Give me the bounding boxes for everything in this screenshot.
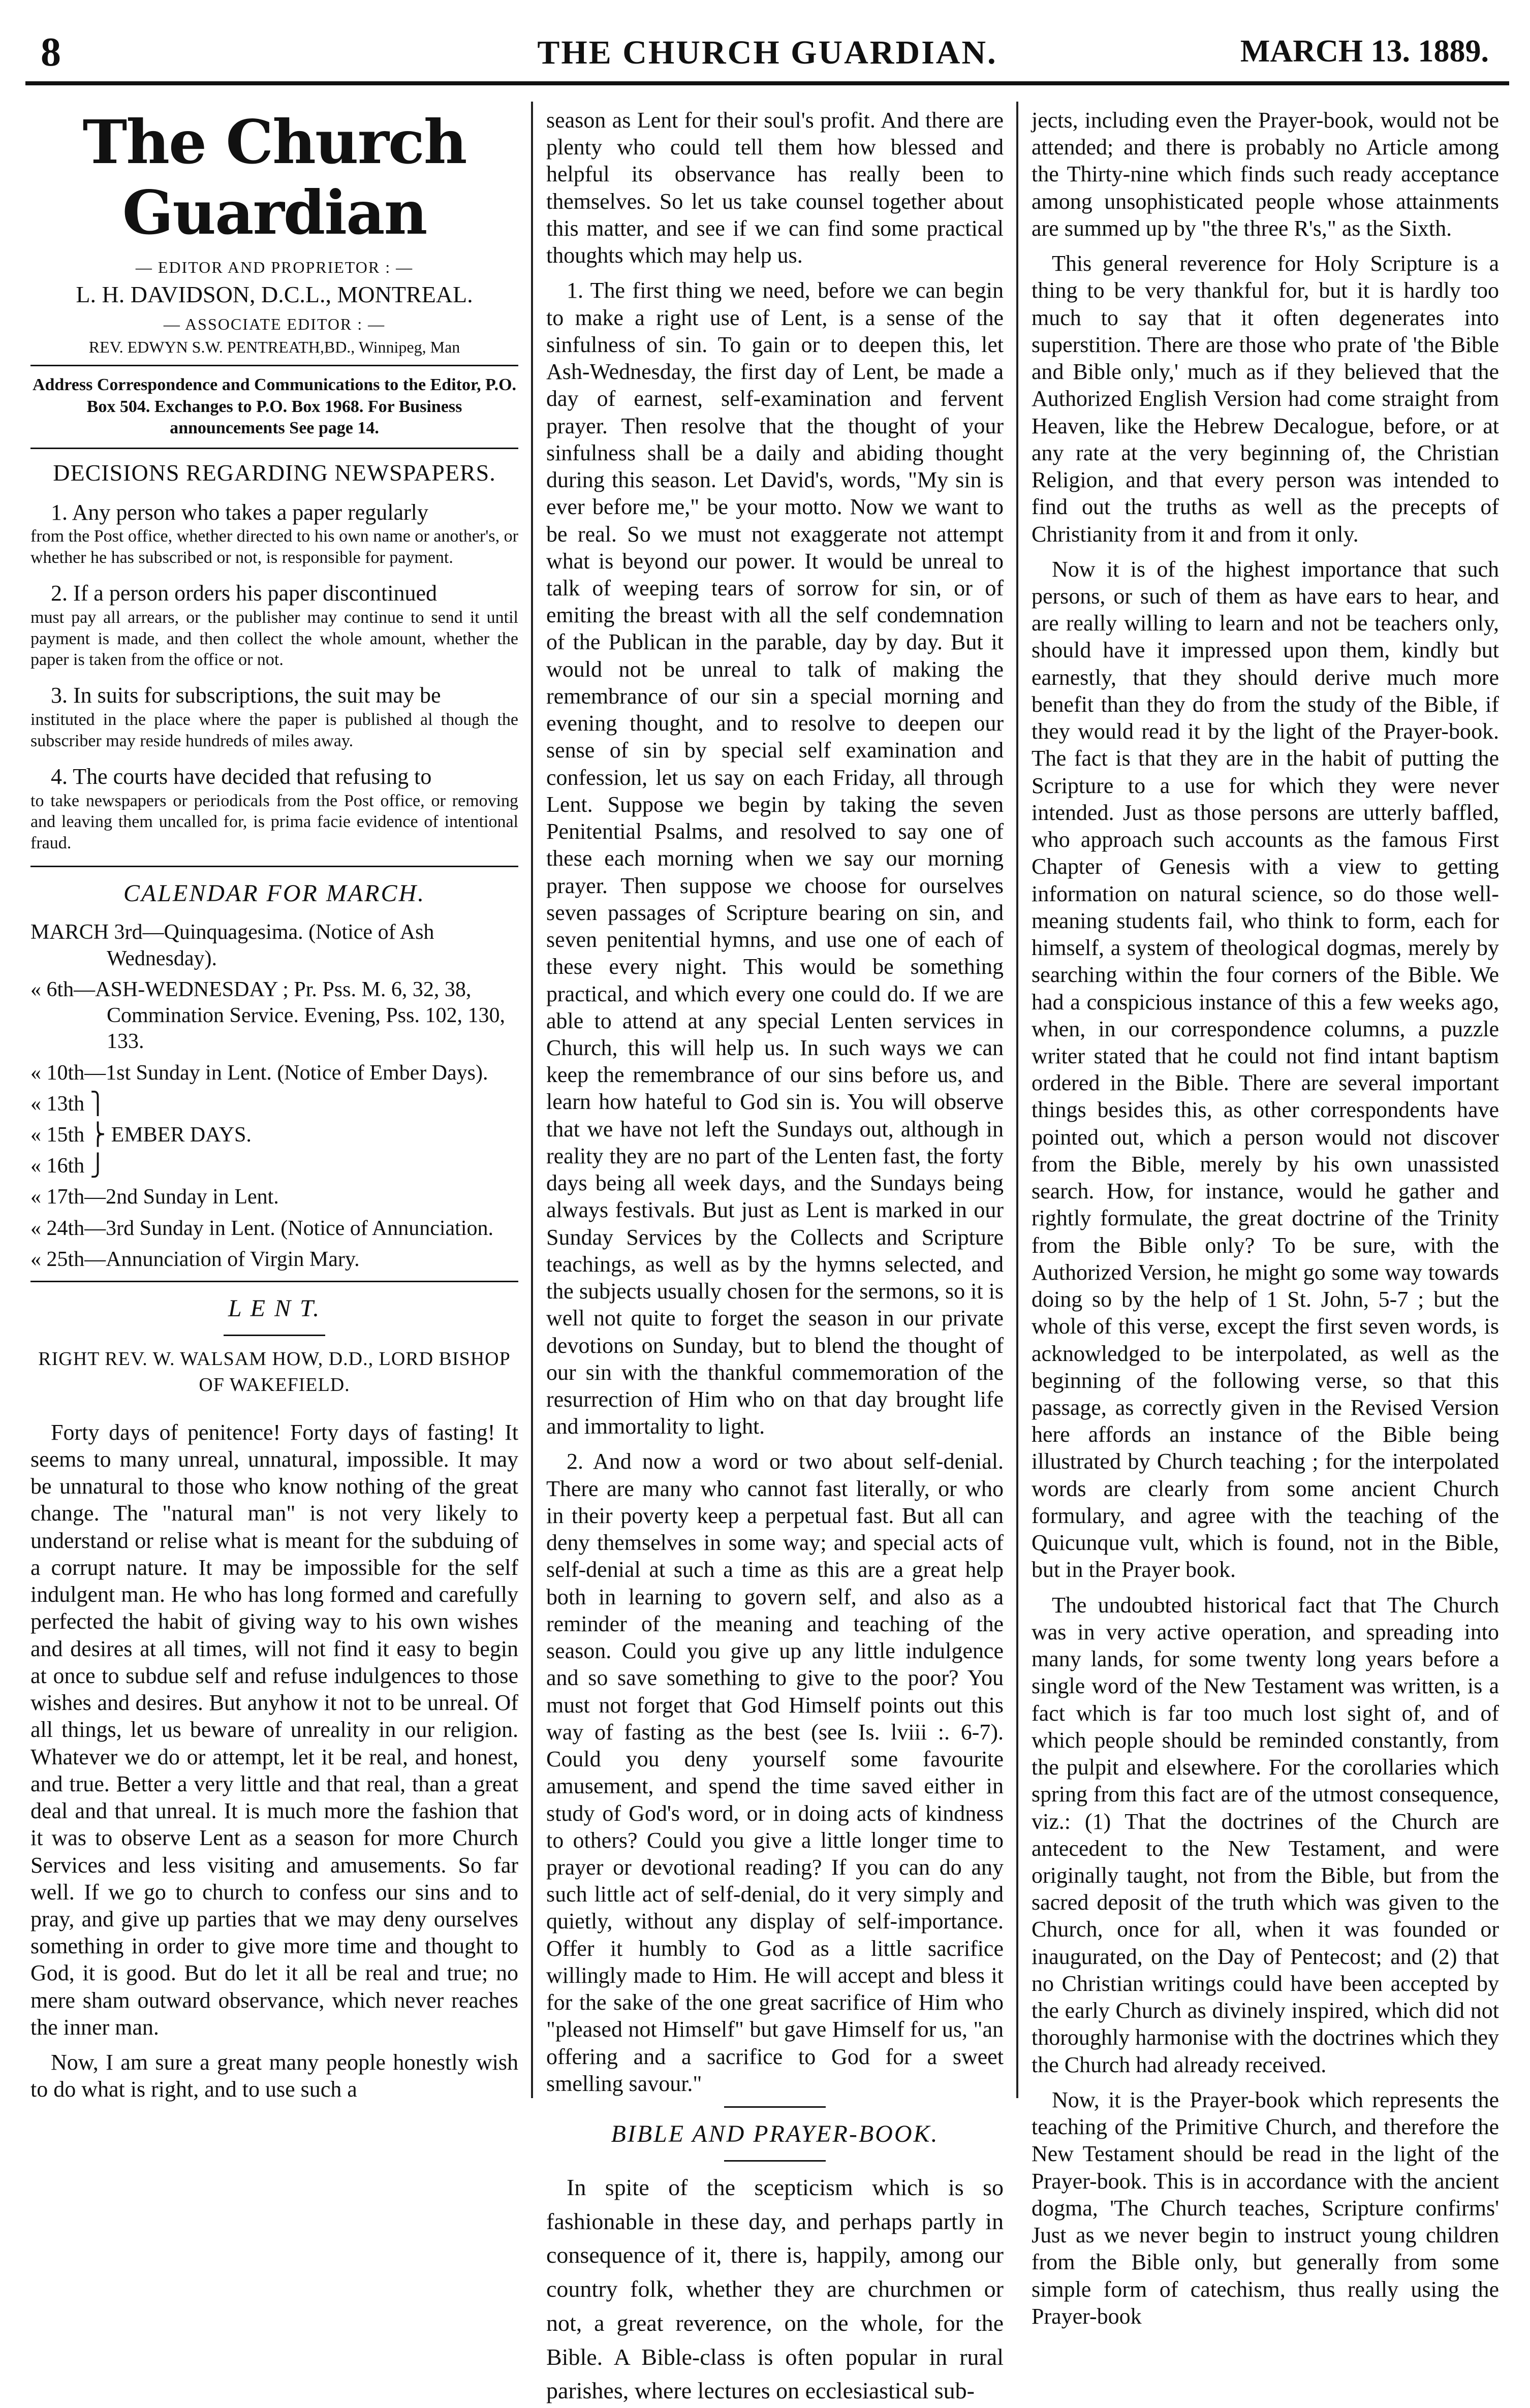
calendar-row: « 6th—ASH-WEDNESDAY ; Pr. Pss. M. 6, 32, 38, Commination Service. Evening, Pss. 102, 130, 133.: [30, 977, 505, 1054]
article-paragraph: Now, it is the Prayer-book which represents the teaching of the Primitive Church, and therefore the New Testament should be read in the light of the Prayer-book. This is in accordance with the ancient dogma, 'The Church teaches, Scripture confirms' Just as we never begin to instruct young children from the Bible only, but generally from some simple form of catechism, thus really using the Prayer-book: [1032, 2087, 1499, 2329]
divider: [30, 1281, 518, 1282]
calendar-row: « 13th ⎫: [30, 1092, 106, 1116]
calendar-list: [30, 920, 518, 1273]
calendar-row: MARCH 3rd—Quinquagesima. (Notice of Ash Wednesday).: [30, 921, 434, 970]
calendar-heading: CALENDAR FOR MARCH.: [123, 880, 426, 907]
decisions-heading: DECISIONS REGARDING NEWSPAPERS.: [53, 459, 496, 486]
decisions-list: [30, 499, 518, 854]
page-header: [25, 14, 1509, 90]
divider: [724, 2160, 826, 2162]
article-paragraph: Now it is of the highest importance that such persons, or such of them as have ears to hear, and are really willing to learn and not be teachers only, should have it impressed upon them, kindly but earnestly, that they should derive much more benefit than they do from the study of the Bible, if they would read it by the light of the Prayer-book. The fact is that they are in the habit of putting the Scripture to a use for which they were never intended. Just as those persons are utterly baffled, who approach such accounts as the famous First Chapter of Genesis with a view to getting information on natural science, so do those well-meaning students fail, who think to form, each for himself, a system of theological dogmas, merely by searching within the four corners of the Bible. We had a conspicious instance of this a few weeks ago, when, in our correspondence columns, a puzzle writer stated that he could not find intant baptism ordered in the Bible. There are several important things besides this, as other correspondents have pointed out, which a person would not discover from the Bible, merely by his own unassisted search. How, for instance, would he gather and rightly formulate, the great doctrine of the Trinity from the Bible only? To be sure, with the Authorized Version, he might go some way towards doing so by the help of 1 St. John, 5-7 ; but the whole of this verse, except the first seven words, is acknowledged to be interpolated, as well as the beginning of the following verse, so that this passage, as correctly given in the Revised Version here affords an instance of the Bible being illustrated by Church teaching ; for the interpolated words are clearly from some ancient Church formulary, and agree with the teaching of the Quicunque vult, which is found, not in the Bible, but in the Prayer book.: [1032, 556, 1499, 1582]
article-paragraph: season as Lent for their soul's profit. And there are plenty who could tell them how blessed and helpful its observance has really been to themselves. So let us take counsel together about this matter, and see if we can find some practical thoughts which may help us.: [546, 108, 1004, 268]
decision-item: 4. The courts have decided that refusing to to take newspapers or periodicals from the Post office, or removing and leaving them uncalled for, is prima facie evidence of intentional fraud.: [30, 764, 518, 852]
divider: [224, 1335, 325, 1336]
address-notice: Address Correspondence and Communications to the Editor, P.O. Box 504. Exchanges to P.O. Box 1968. For Business announcements See page 14.: [32, 375, 517, 437]
column-1: [30, 107, 518, 2102]
article-paragraph: This general reverence for Holy Scripture is a thing to be very thankful for, but it is hardly too much to say that it often degenerates into superstition. There are those who prate of 'the Bible and Bible only,' much as if they believed that the Authorized English Version had come straight from Heaven, like the Hebrew Decalogue, before, or at any rate at the very beginning of, the Christian Religion, and that every person was intended to find out the truths as well as the precepts of Christianity from it and from it only.: [1032, 251, 1499, 547]
article-paragraph: 1. The first thing we need, before we can begin to make a right use of Lent, is a sense of the sinfulness of sin. To gain or to deepen this, let Ash-Wednesday, the first day of Lent, be made a day of earnest, self-examination and fervent prayer. Then resolve that the thought of your sinfulness shall be a daily and abiding thought during this season. Let David's, words, "My sin is ever before me," be your motto. Now we want to be real. So we must not exaggerate not attempt what is beyond our power. It would be unreal to talk of weeping tears of sorrow for sin, or of emiting the breast with all the self condemnation of the Publican in the parable, day by day. But it would not be unreal to talk of making the remembrance of our sin a special morning and evening thought, and to resolve to deepen our sense of sin by special self examination and confession, let us say on each Friday, all through Lent. Suppose we begin by taking the seven Penitential Psalms, and resolved to say one of these each morning when we say our morning prayer. Then suppose we choose for ourselves seven passages of Scripture bearing on sin, and seven penitential hymns, and use one of each of these every night. This would be something practical, and which every one could do. If we are able to attend at any special Lenten services in Church, this will help us. In such ways we can keep the remembrance of our sins before us, and learn how hateful to God sin is. You will observe that we have not left the Sundays out, although in reality they are no part of the Lenten fast, the forty days being all week days, and the Sundays being always festivals. But just as Lent is marked in our Sunday Services by the Collects and Scripture teachings, as well as by the hymns selected, and the subjects usually chosen for the sermons, so it is well not quite to forget the season in our private devotions on Sunday, but to blend the thought of our sin with the thankful commemoration of the resurrection of Him who on that day brought life and immortality to light.: [546, 278, 1004, 1439]
article-paragraph: Forty days of penitence! Forty days of fasting! It seems to many unreal, unnatural, impossible. It may be unnatural to those who know nothing of the great change. The "natural man" is not very likely to understand or relise what is meant for the subduing of a corrupt nature. It may be impossible for the self indulgent man. He who has long formed and carefully perfected the habit of giving way to his own wishes and desires at all times, will not find it easy to begin at once to subdue self and refuse indulgences to those wishes and desires. But anyhow it not to be unreal. Of all things, let us beware of unreality in our religion. Whatever we do or attempt, let it be real, and honest, and true. Better a very little and that real, than a great deal and that unreal. It is much more the fashion that it was to observe Lent as a season for more Church Services and less visiting and amusements. So far well. If we go to church to confess our sins and to pray, and give up parties that we may deny ourselves something in order to give more time and thought to God, it is good. But do let it all be real and true; no mere sham outward observance, which never reaches the inner man.: [30, 1419, 518, 2040]
divider: [30, 365, 518, 366]
article-paragraph: The undoubted historical fact that The Church was in very active operation, and spreading into many lands, for some twenty long years before a single word of the New Testament was written, is a fact which is far too much lost sight of, and of which people should be reminded constantly, from the pulpit and elsewhere. For the corollaries which spring from this fact are of the utmost consequence, viz.: (1) That the doctrines of the Church are antecedent to the New Testament, and were originally taught, not from the Bible, but from the sacred deposit of the truth which was given to the Church, once for all, when it was founded or inaugurated, on the Day of Pentecost; and (2) that no Christian writings could have been accepted by the early Church as divinely inspired, which did not thoroughly harmonise with the doctrines which they the Church had already received.: [1032, 1592, 1499, 2077]
calendar-row: « 17th—2nd Sunday in Lent.: [30, 1185, 279, 1209]
calendar-row: « 25th—Annunciation of Virgin Mary.: [30, 1247, 360, 1271]
column-2: [546, 107, 1004, 2404]
bible-heading: BIBLE AND PRAYER-BOOK.: [611, 2120, 939, 2148]
column-rule: [531, 102, 533, 2098]
editor-label: — EDITOR AND PROPRIETOR : —: [135, 258, 414, 276]
masthead-title: The Church Guardian: [82, 107, 466, 248]
article-paragraph: In spite of the scepticism which is so fashionable in these day, and perhaps partly in consequence of it, there is, happily, among our country folk, whether they are churchmen or not, a great reverence, on the whole, for the Bible. A Bible-class is often popular in rural parishes, where lectures on ecclesiastical sub-: [546, 2174, 1004, 2404]
calendar-row: « 15th ⎬ EMBER DAYS.: [30, 1123, 252, 1147]
divider: [30, 866, 518, 867]
divider: [724, 2106, 826, 2108]
article-paragraph: 2. And now a word or two about self-denial. There are many who cannot fast literally, or who in their poverty keep a perpetual fast. But all can deny themselves in some way; and special acts of self-denial at such a time as this are a great help both in learning to govern self, and also as a reminder of the meaning and teaching of the season. Could you give up any little indulgence and so save something to give to the poor? You must not forget that God Himself points out this way of fasting as the best (see Is. lviii :. 6-7). Could you deny yourself some favourite amusement, and spend the time saved either in study of God's word, or in doing acts of kindness to others? Could you give a little longer time to prayer or devotional reading? If you can do any such little act of self-denial, do it very simply and quietly, without any display of self-importance. Offer it humbly to God as a little sacrifice willingly made to Him. He will accept and bless it for the sake of the one great sacrifice of Him who "pleased not Himself" but gave Himself for us, "an offering and a sacrifice to God for a sweet smelling savour.": [546, 1449, 1004, 2096]
page-number: 8: [41, 30, 61, 75]
newspaper-title: THE CHURCH GUARDIAN.: [537, 34, 997, 71]
calendar-row: « 24th—3rd Sunday in Lent. (Notice of Annunciation.: [30, 1216, 494, 1240]
header-rule: [25, 81, 1509, 85]
article-paragraph: jects, including even the Prayer-book, would not be attended; and there is probably no Article among the Thirty-nine which finds such ready acceptance among unsophisticated people whose attainments are summed up by "the three R's," as the Sixth.: [1032, 108, 1499, 241]
column-rule: [1016, 102, 1018, 2098]
divider: [30, 448, 518, 449]
lent-heading: L E N T.: [228, 1295, 321, 1322]
decision-item: 2. If a person orders his paper discontinued must pay all arrears, or the publisher may continue to send it until payment is made, and then collect the whole amount, whether the paper is taken from the office or not.: [30, 581, 518, 669]
editor-name: L. H. DAVIDSON, D.C.L., MONTREAL.: [76, 281, 473, 307]
article-byline: RIGHT REV. W. WALSAM HOW, D.D., LORD BISHOP OF WAKEFIELD.: [38, 1348, 511, 1396]
calendar-row: « 10th—1st Sunday in Lent. (Notice of Ember Days).: [30, 1061, 488, 1085]
article-paragraph: Now, I am sure a great many people honestly wish to do what is right, and to use such a: [30, 2050, 518, 2102]
issue-date: MARCH 13. 1889.: [1240, 34, 1489, 69]
decision-item: 1. Any person who takes a paper regularly from the Post office, whether directed to his own name or another's, or whether he has subscribed or not, is responsible for payment.: [30, 499, 518, 567]
decision-item: 3. In suits for subscriptions, the suit may be instituted in the place where the paper is published al though the subscriber may reside hundreds of miles away.: [30, 683, 518, 750]
associate-label: — ASSOCIATE EDITOR : —: [163, 315, 386, 333]
associate-name: REV. EDWYN S.W. PENTREATH,BD., Winnipeg, Man: [88, 338, 460, 356]
calendar-row: « 16th ⎭: [30, 1154, 106, 1178]
column-3: [1032, 107, 1499, 2329]
